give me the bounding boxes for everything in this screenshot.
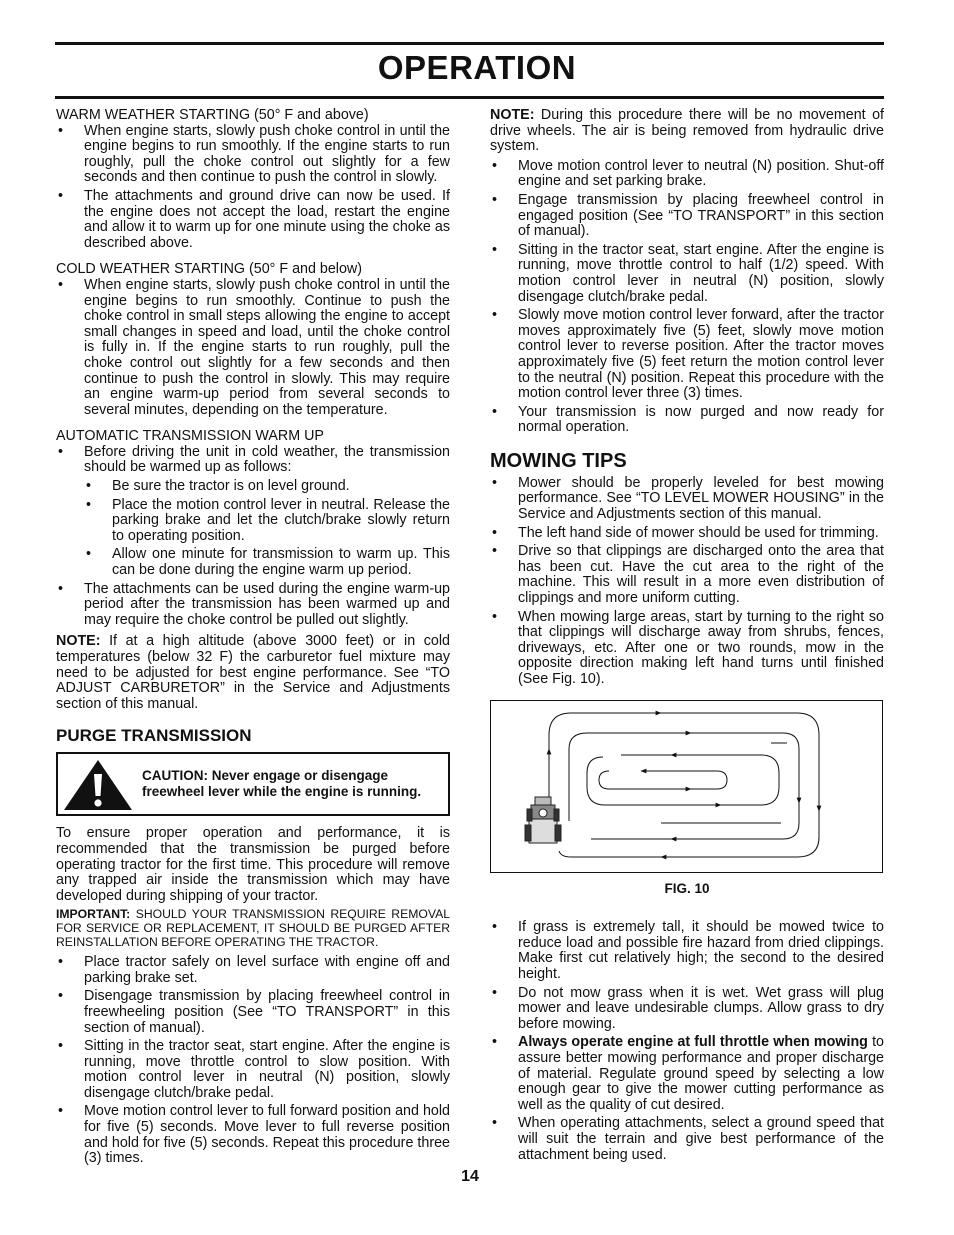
list-item-text: Before driving the unit in cold weather, the transmission should be warmed up as follows: [84,443,450,476]
list-item: • The attachments and ground drive can now be used. If the engine does not accept the load, restart the engine and allow it to warm up for one minute using the choke as described above. [56,189,450,251]
warm-up-steps [84,479,450,579]
auto-transmission-heading: AUTOMATIC TRANSMISSION WARM UP [56,428,324,445]
list-item: • Be sure the tractor is on level ground. [84,479,450,495]
page-title: OPERATION [377,49,577,86]
mowing-tips-list [490,476,884,688]
page-number: 14 [461,1168,479,1185]
altitude-note [56,634,450,712]
right-column [490,108,884,1166]
list-item: • When operating attachments, select a ground speed that will suit the terrain and give best performance of the attachment being used. [490,1116,884,1163]
list-item: • If grass is extremely tall, it should be mowed twice to reduce load and possible fire hazard from dried clippings. Make first cut relatively high; the second to the desired height. [490,920,884,982]
list-item: • Drive so that clippings are discharged onto the area that has been cut. Have the cut area to the right of the machine. This will result in a more even distribution of clippings and more uniform cutting. [490,544,884,606]
list-item: • Sitting in the tractor seat, start engine. After the engine is running, move throttle control to half (1/2) speed. With motion control lever in neutral (N) position, slowly disengage clutch/brake pedal. [490,243,884,305]
list-item: • Your transmission is now purged and now ready for normal operation. [490,405,884,436]
cold-weather-heading: COLD WEATHER STARTING (50° F and below) [56,261,363,278]
list-item: • Mower should be properly leveled for best mowing performance. See “TO LEVEL MOWER HOUSING” in the Service and Adjustments section of this manual. [490,476,884,523]
list-item: • Place the motion control lever in neutral. Release the parking brake and let the clutch/brake slowly return to operating position. [84,498,450,545]
caution-text: CAUTION: Never engage or disengage freewheel lever while the engine is running. [142,768,422,800]
purge-continued-list [490,159,884,436]
list-item [56,445,450,579]
header-rule-bottom [55,96,884,99]
important-text: SHOULD YOUR TRANSMISSION REQUIRE REMOVAL FOR SERVICE OR REPLACEMENT, IT SHOULD BE PURGED AFTER REINSTALLATION BEFORE OPERATING THE TRACTOR. [56,907,450,949]
purge-intro: To ensure proper operation and performance, it is recommended that the transmission be purged before operating tractor for the first time. This procedure will remove any trapped air inside the transmission which may have developed during shipping of your tractor. [56,825,450,904]
figure-caption: FIG. 10 [664,880,710,896]
warning-icon [62,758,134,812]
list-item: • Disengage transmission by placing freewheel control in freewheeling position (See “TO TRANSPORT” in this section of manual). [56,989,450,1036]
throttle-warning: Always operate engine at full throttle when mowing [518,1034,868,1051]
important-notice [56,908,450,949]
tractor-icon [525,797,561,843]
list-item: • Move motion control lever to full forward position and hold for five (5) seconds. Move lever to full reverse position and hold for five (5) seconds. Repeat this procedure three (3) times. [56,1104,450,1166]
list-item: • When engine starts, slowly push choke control in until the engine begins to run smoothly. If the engine starts to run roughly, pull the choke control out slightly for a few seconds and then continue to push the control in slowly. [56,124,450,186]
list-item: • Move motion control lever to neutral (N) position. Shut-off engine and set parking brake. [490,159,884,190]
auto-transmission-list [56,445,450,629]
list-item [490,1035,884,1113]
purge-steps-list [56,955,450,1167]
note-text: During this procedure there will be no movement of drive wheels. The air is being removed from hydraulic drive system. [490,107,884,155]
important-label: IMPORTANT: [56,907,131,922]
list-item: • Do not mow grass when it is wet. Wet grass will plug mower and leave undesirable clumps. Allow grass to dry before mowing. [490,986,884,1033]
warm-weather-list [56,124,450,252]
list-item: • The left hand side of mower should be used for trimming. [490,526,884,542]
list-item: • Sitting in the tractor seat, start engine. After the engine is running, move throttle control to slow position. With motion control lever in neutral (N) position, slowly disengage clutch/brake pedal. [56,1039,450,1101]
list-item: • When mowing large areas, start by turning to the right so that clippings will discharge away from shrubs, fences, driveways, etc. After one or two rounds, mow in the opposite direction making left hand turns until finished (See Fig. 10). [490,610,884,688]
cold-weather-list [56,278,450,418]
throttle-text: to assure better mowing performance and proper discharge of material. Regulate ground speed by selecting a low enough gear to give the mower cutting performance as well as the quality of cut desired. [518,1034,884,1113]
list-item: • The attachments can be used during the engine warm-up period after the transmission has been warmed up and may require the choke control be pulled out slightly. [56,582,450,629]
caution-box [56,752,450,816]
list-item: • Allow one minute for transmission to warm up. This can be done during the engine warm up period. [84,547,450,578]
purge-transmission-heading: PURGE TRANSMISSION [56,726,252,746]
mowing-tips-list-continued [490,920,884,1163]
mowing-pattern-figure [490,700,883,873]
left-column [56,108,450,1170]
list-item: • When engine starts, slowly push choke control in until the engine begins to run smoothly. Continue to push the choke control in small steps allowing the engine to accept small changes in speed and load, until the choke control is fully in. If the engine starts to run roughly, pull the choke control out slightly for a few seconds and then continue to push the control in slowly. This may require an engine warm-up period from several seconds to several minutes, depending on the temperature. [56,278,450,418]
list-item: • Slowly move motion control lever forward, after the tractor moves approximately five (5) feet, slowly move motion control lever to reverse position. After the tractor moves approximately five (5) feet return the motion control lever to the neutral (N) position. Repeat this procedure with the motion control lever three (3) times. [490,308,884,402]
mowing-tips-heading: MOWING TIPS [490,449,627,472]
note-label: NOTE: [56,633,101,650]
list-item: • Engage transmission by placing freewheel control in engaged position (See “TO TRANSPORT” in this section of manual). [490,193,884,240]
note-text: If at a high altitude (above 3000 feet) or in cold temperatures (below 32 F) the carburetor fuel mixture may need to be adjusted for best engine performance. See “TO ADJUST CARBURETOR” in the Service and Adjustments section of this manual. [56,633,450,712]
warm-weather-heading: WARM WEATHER STARTING (50° F and above) [56,107,369,123]
purge-note [490,108,884,155]
list-item: • Place tractor safely on level surface with engine off and parking brake set. [56,955,450,986]
note-label: NOTE: [490,107,535,123]
header-rule-top [55,42,884,45]
mowing-pattern-diagram [491,701,882,872]
